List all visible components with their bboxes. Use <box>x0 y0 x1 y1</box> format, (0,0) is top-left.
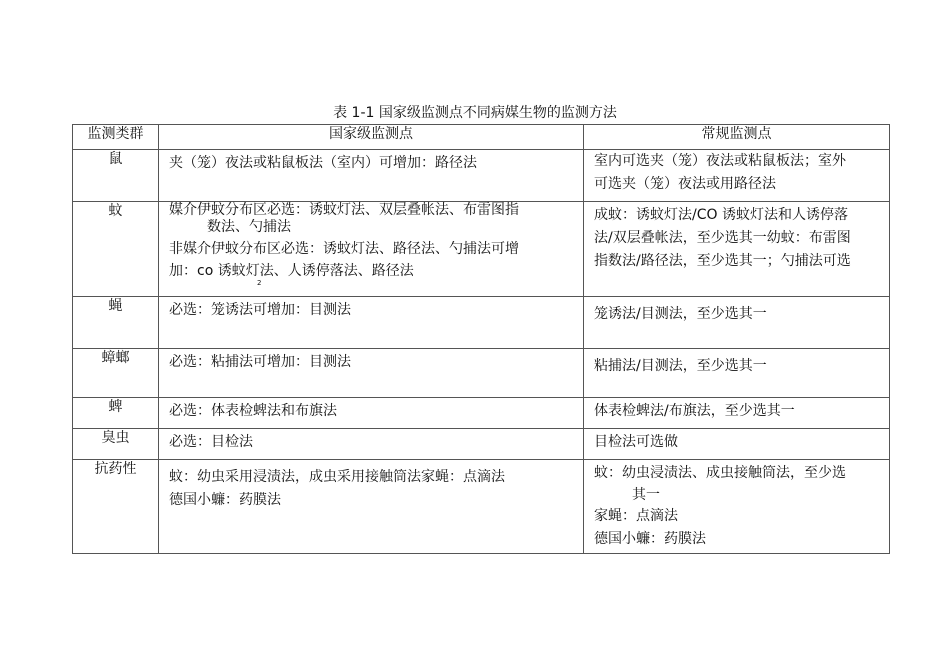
cell-line: 笼诱法/目测法，至少选其一 <box>594 306 767 322</box>
cell-line: 数法、勺捕法 <box>207 219 291 235</box>
cell-line: 必选：体表检蜱法和布旗法 <box>169 403 337 419</box>
category-cell: 抗药性 <box>73 460 159 554</box>
cell-line: 必选：目检法 <box>169 434 253 450</box>
category-cell: 鼠 <box>73 150 159 202</box>
cell-line: 德国小蠊：药膜法 <box>594 531 706 547</box>
cell-line: 目检法可选做 <box>594 434 678 450</box>
table-row-tick <box>73 398 890 429</box>
cell-line: 德国小蠊：药膜法 <box>169 492 281 508</box>
national-cell <box>159 202 584 297</box>
cell-line: 法/双层叠帐法，至少选其一幼蚊：布雷图 <box>594 230 851 246</box>
cell-line: 媒介伊蚊分布区必选：诱蚊灯法、双层叠帐法、布雷图指 <box>169 202 519 218</box>
regular-cell <box>584 297 890 349</box>
header-national: 国家级监测点 <box>159 125 584 150</box>
cell-line: 必选：笼诱法可增加：目测法 <box>169 302 351 318</box>
national-cell <box>159 398 584 429</box>
table-row-fly <box>73 297 890 349</box>
cell-line: 其一 <box>632 487 660 503</box>
cell-line: 粘捕法/目测法，至少选其一 <box>594 358 767 374</box>
cell-line: 室内可选夹（笼）夜法或粘鼠板法；室外 <box>594 153 846 169</box>
regular-cell <box>584 150 890 202</box>
national-cell <box>159 460 584 554</box>
cell-line: 非媒介伊蚊分布区必选：诱蚊灯法、路径法、勺捕法可增 <box>169 241 519 257</box>
regular-cell <box>584 202 890 297</box>
national-cell <box>159 297 584 349</box>
regular-cell <box>584 398 890 429</box>
cell-line: 成蚊：诱蚊灯法/CO 诱蚊灯法和人诱停落 <box>594 207 848 223</box>
national-cell <box>159 349 584 398</box>
category-cell: 蝇 <box>73 297 159 349</box>
regular-cell <box>584 349 890 398</box>
national-cell <box>159 150 584 202</box>
cell-line: 加：co 诱蚊灯法、人诱停落法、路径法 <box>169 263 414 279</box>
table-row-mosquito <box>73 202 890 297</box>
header-regular: 常规监测点 <box>584 125 890 150</box>
table-header-row <box>73 125 890 150</box>
category-cell: 臭虫 <box>73 429 159 460</box>
cell-line: 夹（笼）夜法或粘鼠板法（室内）可增加：路径法 <box>169 155 477 171</box>
table-row-bedbug <box>73 429 890 460</box>
subscript-mark: 2 <box>257 279 262 287</box>
cell-line: 体表检蜱法/布旗法，至少选其一 <box>594 403 795 419</box>
cell-line: 蚊：幼虫浸渍法、成虫接触筒法，至少选 <box>594 465 846 481</box>
table-row-resistance <box>73 460 890 554</box>
national-cell <box>159 429 584 460</box>
table-row-rodent <box>73 150 890 202</box>
category-cell: 蚊 <box>73 202 159 297</box>
cell-line: 可选夹（笼）夜法或用路径法 <box>594 176 776 192</box>
cell-line: 蚊：幼虫采用浸渍法，成虫采用接触筒法家蝇：点滴法 <box>169 469 505 485</box>
table-caption: 表 1-1 国家级监测点不同病媒生物的监测方法 <box>333 105 617 121</box>
regular-cell <box>584 429 890 460</box>
category-cell: 蜱 <box>73 398 159 429</box>
table-row-cockroach <box>73 349 890 398</box>
regular-cell <box>584 460 890 554</box>
cell-line: 必选：粘捕法可增加：目测法 <box>169 354 351 370</box>
category-cell: 蟑螂 <box>73 349 159 398</box>
cell-line: 指数法/路径法，至少选其一；勺捕法可选 <box>594 253 851 269</box>
cell-line: 家蝇：点滴法 <box>594 508 678 524</box>
header-category: 监测类群 <box>73 125 159 150</box>
monitoring-methods-table <box>72 124 890 554</box>
